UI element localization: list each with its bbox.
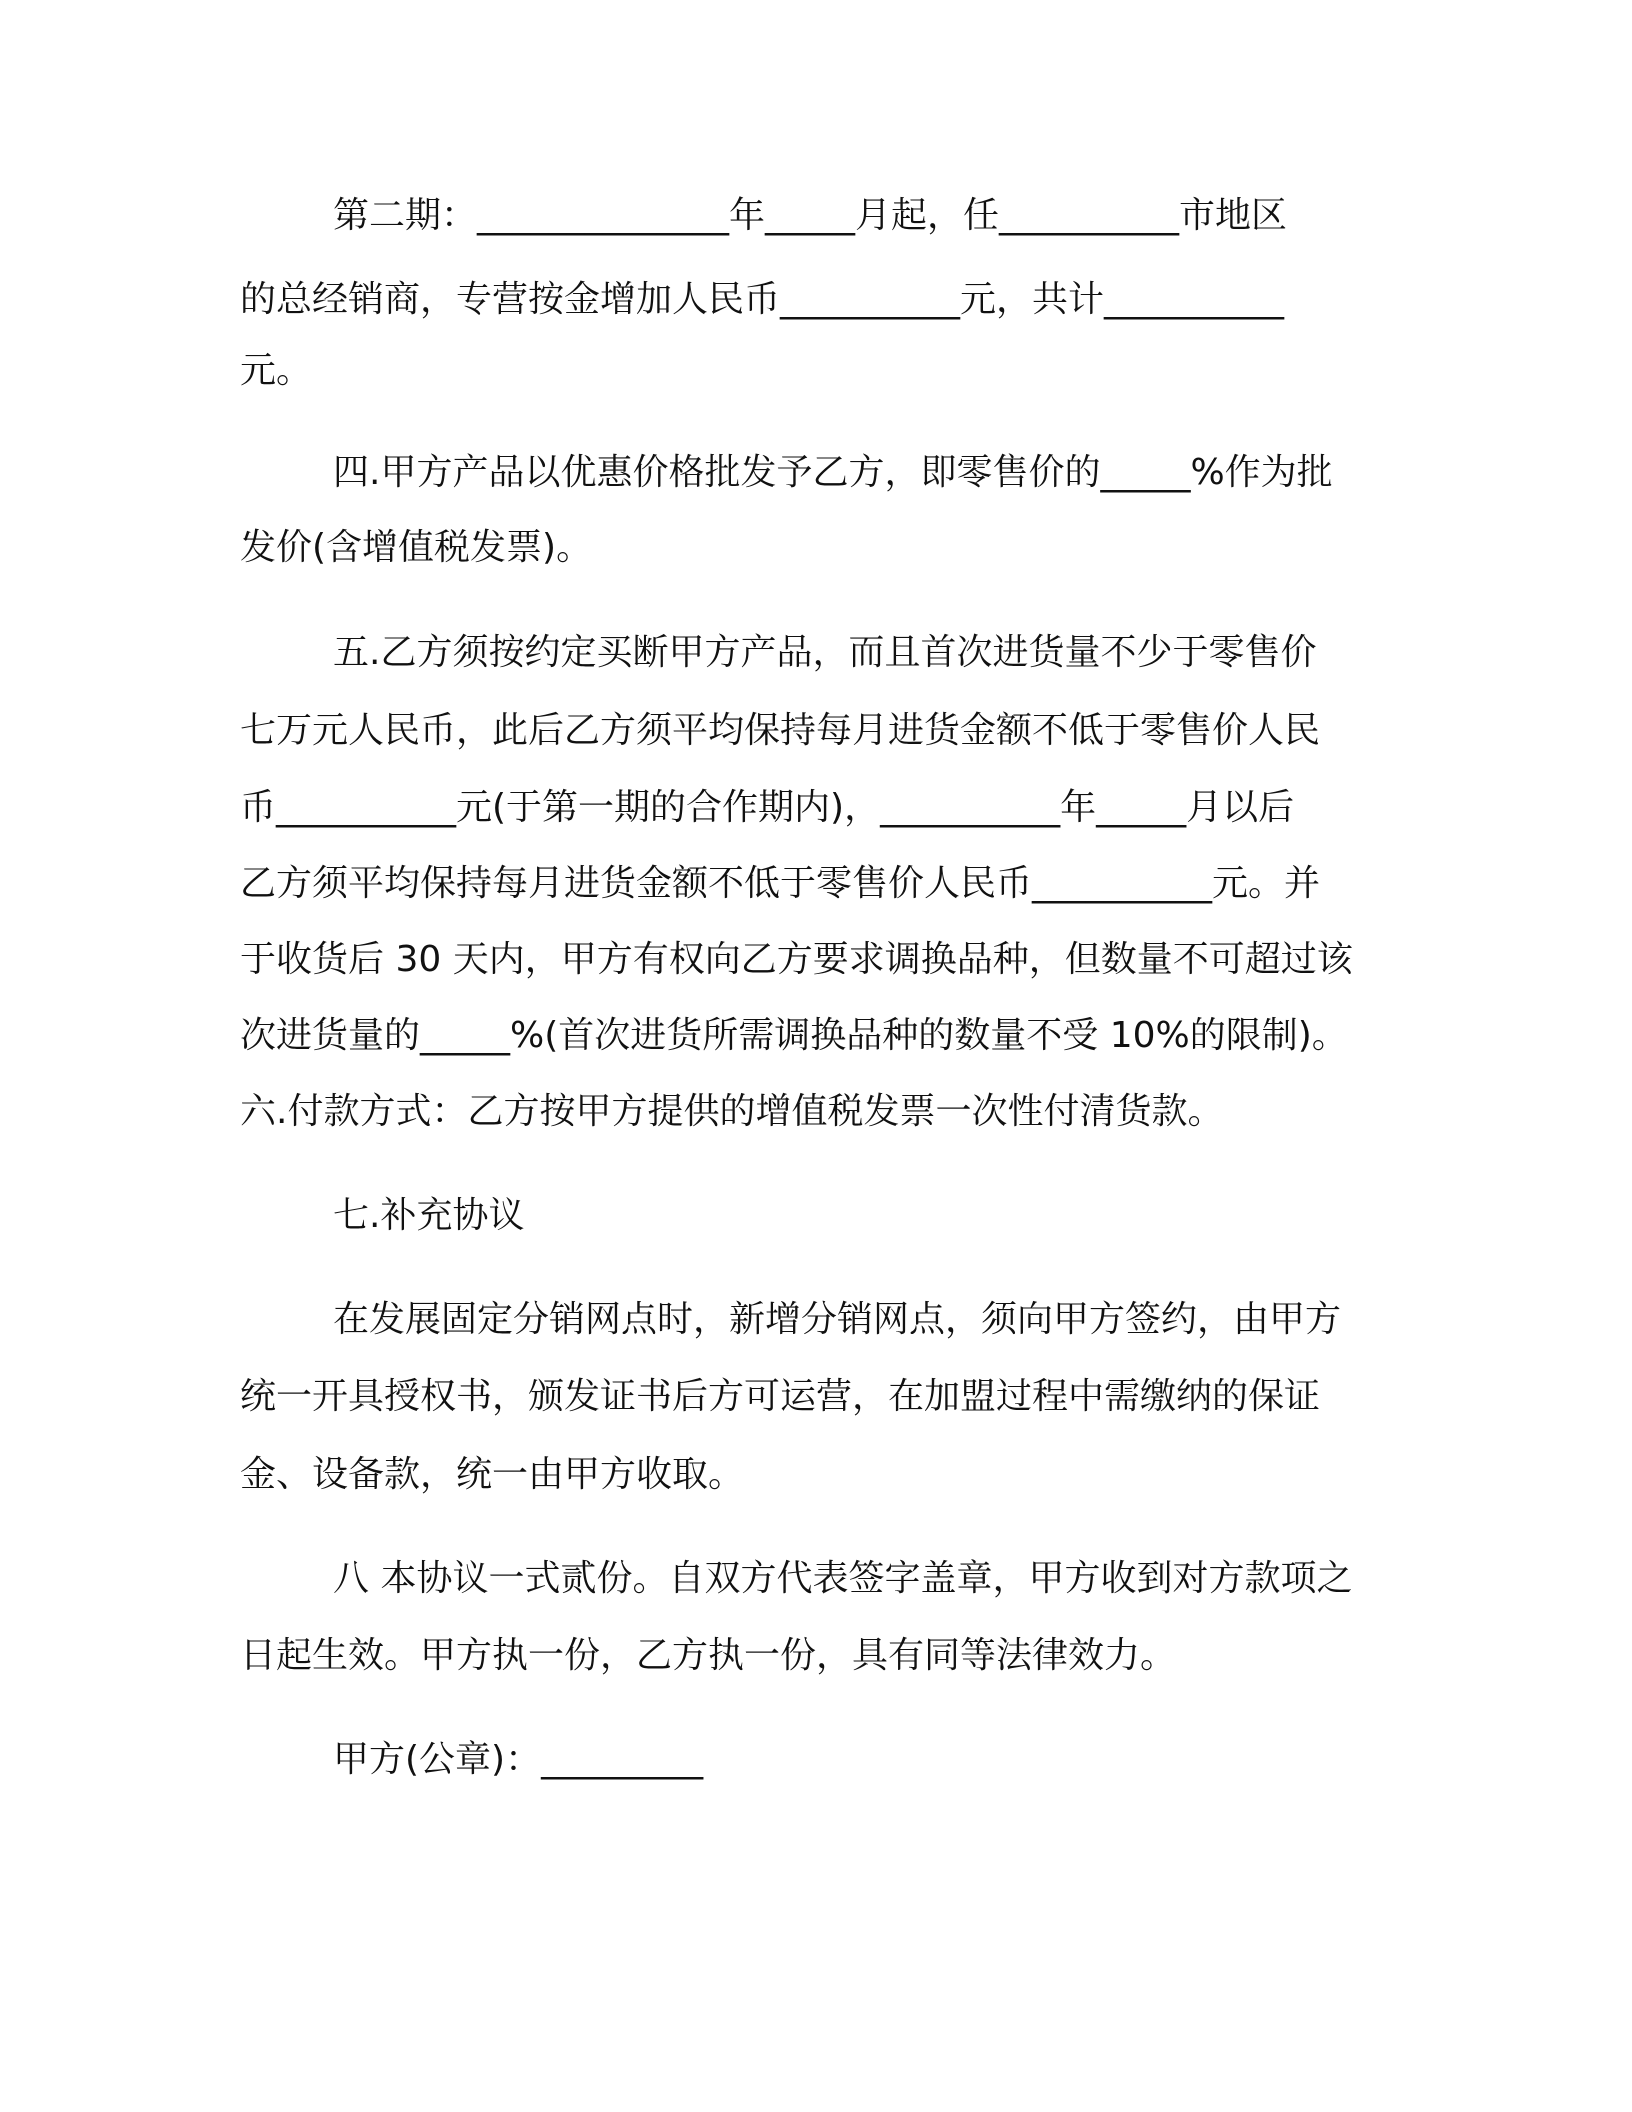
text-line: 次进货量的_____%(首次进货所需调换品种的数量不受 10%的限制)。 [240, 1015, 1348, 1056]
text-line: 四.甲方产品以优惠价格批发予乙方，即零售价的_____%作为批 [333, 452, 1333, 493]
signature-line: 甲方(公章)：_________ [333, 1739, 704, 1780]
text-line: 乙方须平均保持每月进货金额不低于零售价人民币__________元。并 [240, 863, 1321, 904]
text-line: 七万元人民币，此后乙方须平均保持每月进货金额不低于零售价人民 [240, 710, 1321, 751]
text-line: 六.付款方式：乙方按甲方提供的增值税发票一次性付清货款。 [240, 1091, 1224, 1132]
text-line: 五.乙方须按约定买断甲方产品，而且首次进货量不少于零售价 [333, 632, 1317, 673]
text-line: 在发展固定分销网点时，新增分销网点，须向甲方签约，由甲方 [333, 1299, 1342, 1340]
text-line: 币__________元(于第一期的合作期内)，__________年_____月以后 [240, 787, 1295, 828]
text-line: 元。 [240, 350, 313, 391]
text-line: 日起生效。甲方执一份，乙方执一份，具有同等法律效力。 [240, 1635, 1177, 1676]
text-line: 统一开具授权书，颁发证书后方可运营，在加盟过程中需缴纳的保证 [240, 1376, 1321, 1417]
text-line: 发价(含增值税发票)。 [240, 527, 593, 568]
section-heading: 七.补充协议 [333, 1195, 525, 1236]
text-line: 金、设备款，统一由甲方收取。 [240, 1454, 745, 1495]
text-line: 的总经销商，专营按金增加人民币__________元，共计__________ [240, 279, 1285, 320]
text-line: 八 本协议一式贰份。自双方代表签字盖章，甲方收到对方款项之 [333, 1558, 1353, 1599]
text-line: 于收货后 30 天内，甲方有权向乙方要求调换品种，但数量不可超过该 [240, 939, 1353, 980]
text-line: 第二期：______________年_____月起，任__________市地区 [333, 195, 1288, 236]
